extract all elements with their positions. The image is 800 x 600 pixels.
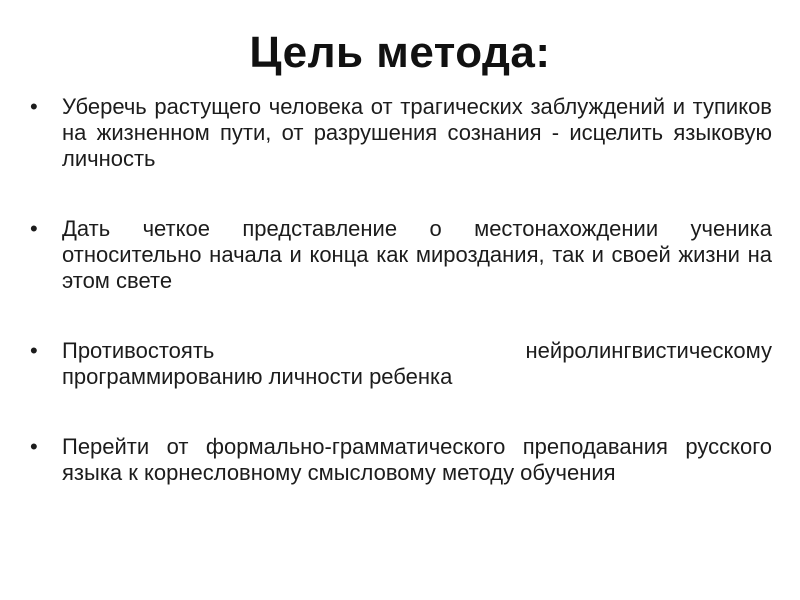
bullet-dot-icon: •	[30, 338, 38, 363]
bullet-item-3	[30, 338, 772, 390]
bullet-text-4: Перейти от формально-грамматического преподавания русского языка к корнесловному смысловому методу обучения	[62, 434, 772, 485]
bullet-item-4	[30, 434, 772, 486]
bullet-item-1	[30, 94, 772, 172]
bullet-list	[30, 94, 772, 486]
bullet-text-2: Дать четкое представление о местонахождении ученика относительно начала и конца как мироздания, так и своей жизни на этом свете	[62, 216, 772, 293]
slide-title: Цель метода:	[249, 28, 551, 77]
bullet-text-3	[62, 338, 772, 390]
bullet-dot-icon: •	[30, 216, 38, 241]
bullet-item-2	[30, 216, 772, 294]
bullet-text-3-rest: программированию личности ребенка	[62, 364, 453, 389]
bullet-dot-icon: •	[30, 434, 38, 459]
bullet-text-3-word-1: Противостоять	[62, 338, 215, 363]
bullet-text-3-line-1	[62, 338, 772, 364]
bullet-text-3-word-2: нейролингвистическому	[525, 338, 772, 363]
bullet-text-1: Уберечь растущего человека от трагических заблуждений и тупиков на жизненном пути, от разрушения сознания - исцелить языковую личность	[62, 94, 772, 171]
bullet-dot-icon: •	[30, 94, 38, 119]
